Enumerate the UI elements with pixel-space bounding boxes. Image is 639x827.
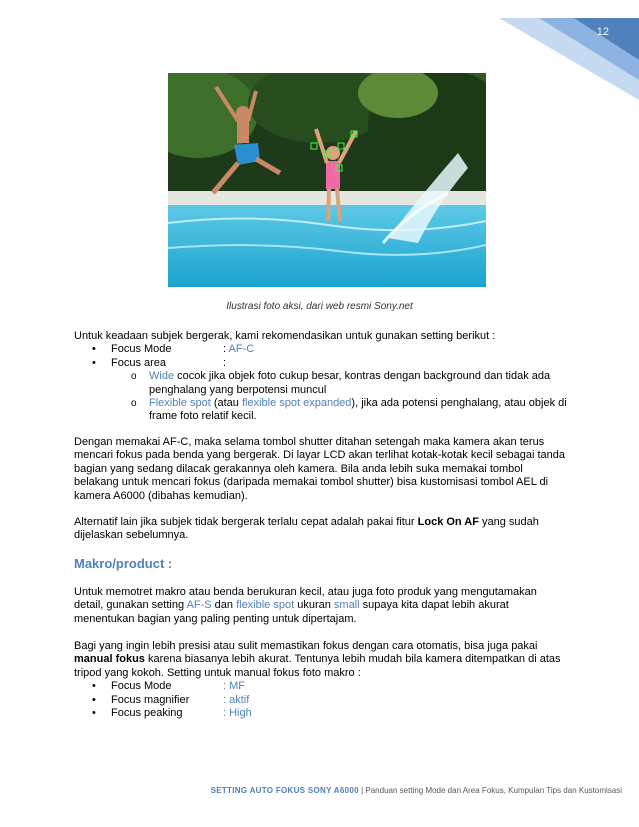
paragraph-makro: Untuk memotret makro atau benda berukuran kecil, atau juga foto produk yang mengutamakan detail, gunakan setting AF-S dan flexible spot ukuran small supaya kita dapat lebih akurat menentukan bagian yang paling penting untuk dipertajam. bbox=[74, 586, 537, 625]
section-heading-makro: Makro/product : bbox=[74, 556, 173, 571]
page-number: 12 bbox=[596, 26, 609, 38]
focus-mode-value: AF-C bbox=[228, 343, 255, 356]
photo-caption: Ilustrasi foto aksi, dari web resmi Sony.net bbox=[226, 301, 413, 312]
action-photo bbox=[168, 73, 486, 287]
list-item: • Focus area : bbox=[92, 356, 227, 369]
list-item: • Focus magnifier : aktif bbox=[92, 693, 250, 706]
corner-decoration bbox=[499, 0, 639, 100]
page-footer bbox=[0, 786, 622, 795]
paragraph-af-c: Dengan memakai AF-C, maka selama tombol shutter ditahan setengah maka kamera akan terus mencari fokus pada benda yang bergerak. Di layar LCD akan terlihat kotak-kotak kecil sebagai tanda bagian yang sedang dilacak gerakannya oleh kamera. Bila anda lebih suka memakai tombol belakang untuk mencari fokus (daripada memakai tombol shutter) bisa kustomisasi tombol AEL di kamera A6000 (dibahas kemudian). bbox=[74, 436, 565, 502]
list-item: • Focus Mode : MF bbox=[92, 680, 245, 693]
sub-list-item: o Flexible spot (atau flexible spot expanded), jika ada potensi penghalang, atau objek di frame foto relatif kecil. bbox=[131, 397, 567, 423]
intro-paragraph: Untuk keadaan subjek bergerak, kami rekomendasikan untuk gunakan setting berikut : bbox=[74, 330, 496, 342]
sub-list-item: o Wide cocok jika objek foto cukup besar, kontras dengan background dan tidak ada penghalang yang berpotensi muncul bbox=[131, 370, 551, 396]
body-block-1 bbox=[74, 330, 568, 424]
list-item: • Focus peaking : High bbox=[92, 707, 252, 719]
paragraph-lock-on: Alternatif lain jika subjek tidak bergerak terlalu cepat adalah pakai fitur Lock On AF yang sudah dijelaskan sebelumnya. bbox=[74, 516, 539, 542]
footer-title: SETTING AUTO FOKUS SONY A6000 bbox=[210, 786, 359, 795]
footer-subtitle: | Panduan setting Mode dan Area Fokus, Kumpulan Tips dan Kustomisasi bbox=[358, 786, 622, 795]
list-item: • Focus Mode : AF-C bbox=[92, 343, 255, 356]
paragraph-manual: Bagi yang ingin lebih presisi atau sulit memastikan fokus dengan cara otomatis, bisa juga pakai manual fokus karena biasanya lebih akurat. Tentunya lebih mudah bila kamera ditempatkan di atas tripod yang kokoh. Setting untuk manual fokus foto makro : • Focus Mode : MF • Focus magnifier : aktif • Focus peaking : High bbox=[74, 640, 568, 720]
